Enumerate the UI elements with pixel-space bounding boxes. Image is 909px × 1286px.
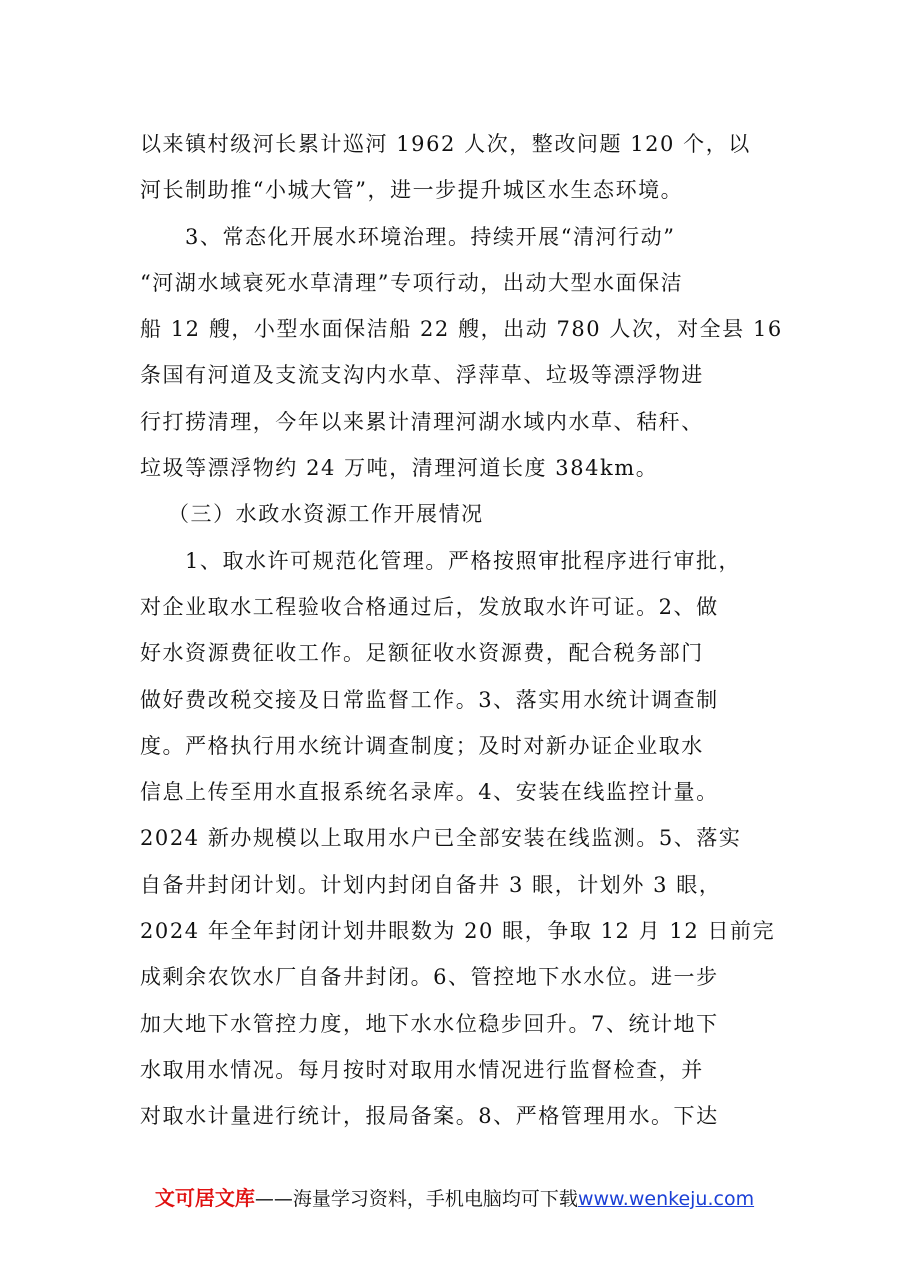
text-line: 2024 年全年封闭计划井眼数为 20 眼，争取 12 月 12 日前完 [140,919,776,944]
text-line: 自备井封闭计划。计划内封闭自备井 3 眼，计划外 3 眼， [140,872,722,897]
text-line: 垃圾等漂浮物约 24 万吨，清理河道长度 384km。 [140,456,659,481]
text-line: “河湖水域衰死水草清理”专项行动，出动大型水面保洁 [140,270,684,295]
text-line: 行打捞清理，今年以来累计清理河湖水域内水草、秸秆、 [140,409,704,434]
text-line: 对企业取水工程验收合格通过后，发放取水许可证。2、做 [140,594,719,619]
text-line: 船 12 艘，小型水面保洁船 22 艘，出动 780 人次，对全县 16 [140,317,783,342]
text-line: 加大地下水管控力度，地下水水位稳步回升。7、统计地下 [140,1011,719,1036]
footer-tagline: ——海量学习资料，手机电脑均可下载 [254,1188,578,1210]
brand-name: 文可居文库 [154,1186,255,1210]
text-line: 度。严格执行用水统计调查制度；及时对新办证企业取水 [140,733,704,758]
text-line: 以来镇村级河长累计巡河 1962 人次，整改问题 120 个，以 [140,132,751,156]
text-line: 条国有河道及支流支沟内水草、浮萍草、垃圾等漂浮物进 [140,363,704,388]
section-heading: （三）水政水资源工作开展情况 [168,502,484,527]
text-line: 河长制助推“小城大管”，进一步提升城区水生态环境。 [140,178,684,203]
text-line: 对取水计量进行统计，报局备案。8、严格管理用水。下达 [140,1104,719,1129]
site-link[interactable]: www.wenkeju.com [577,1188,755,1210]
document-body [140,121,790,1140]
text-line: 好水资源费征收工作。足额征收水资源费，配合税务部门 [140,641,704,666]
text-line: 2024 新办规模以上取用水户已全部安装在线监测。5、落实 [140,826,742,851]
paragraph-start-line: 1、取水许可规范化管理。严格按照审批程序进行审批， [185,548,742,573]
text-line: 信息上传至用水直报系统名录库。4、安装在线监控计量。 [140,780,719,805]
paragraph-start-line: 3、常态化开展水环境治理。持续开展“清河行动” [185,224,676,249]
watermark-footer [0,1182,909,1211]
text-line: 水取用水情况。每月按时对取用水情况进行监督检查，并 [140,1057,704,1082]
text-line: 成剩余农饮水厂自备井封闭。6、管控地下水水位。进一步 [140,965,719,990]
text-line: 做好费改税交接及日常监督工作。3、落实用水统计调查制 [140,687,719,712]
